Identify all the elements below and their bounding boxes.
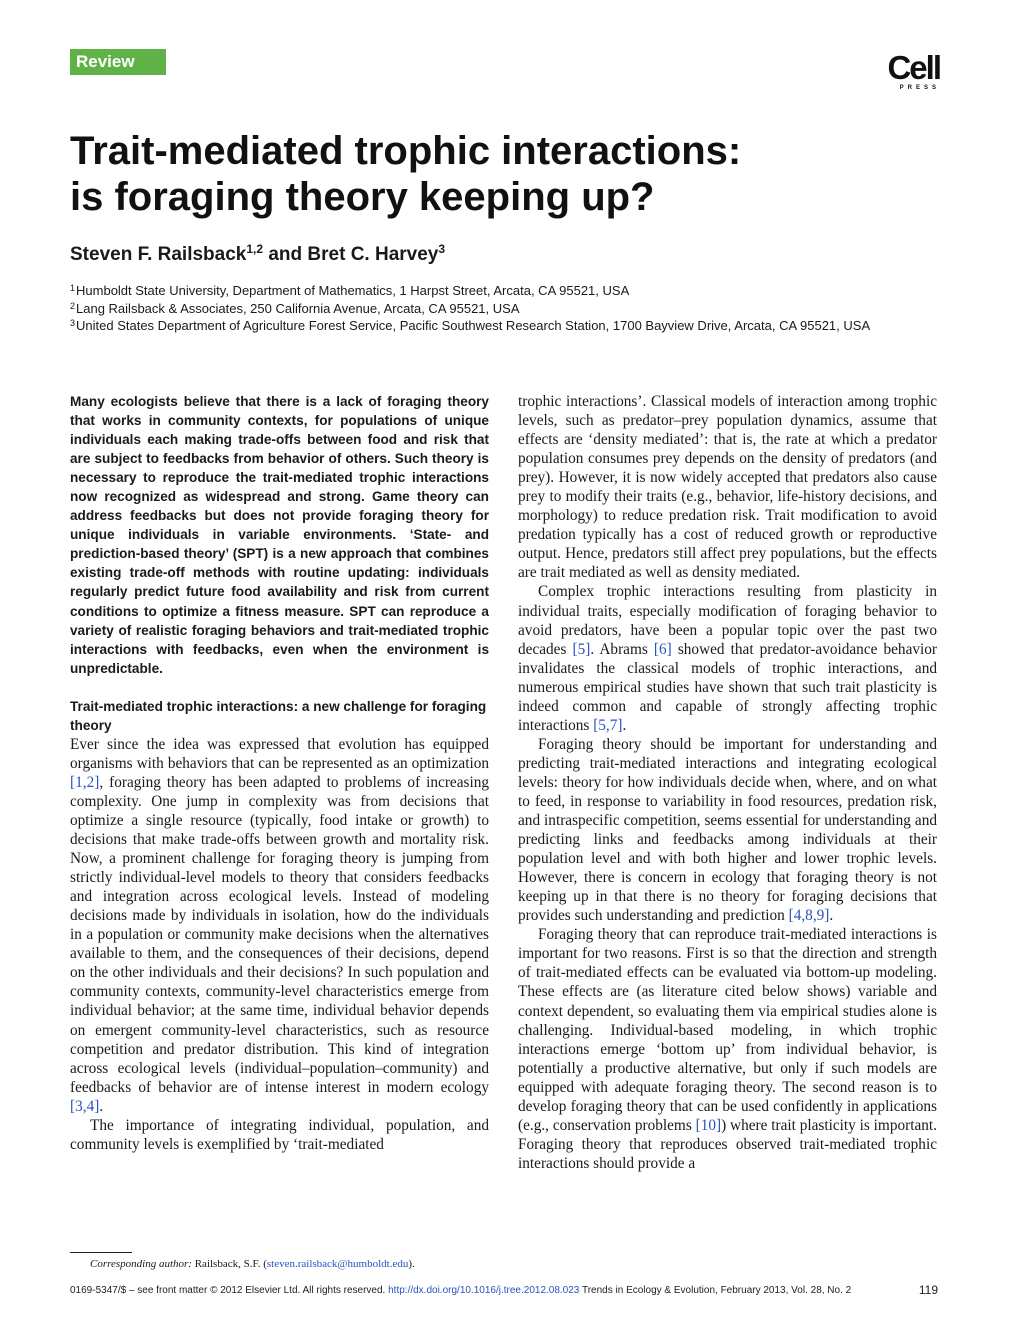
footnote-rule <box>70 1252 132 1253</box>
affiliation-number: 2 <box>70 300 76 311</box>
page-footer <box>70 1284 938 1298</box>
publisher-logo <box>878 49 940 91</box>
body-paragraph: Foraging theory should be important for understanding and predicting trait-mediated interactions and integrating ecological levels: theory for how individuals decide when, where, and on what to feed, in response to variability in food resources, predation risk, and intraspecific competition, seems essential for understanding and predicting links and feedbacks among individuals at their population level and with both higher and lower trophic levels. However, there is concern in ecology that foraging theory is not keeping up in that there is no theory for foraging decisions that provides such understanding and prediction [4,8,9]. <box>518 735 937 925</box>
affiliations <box>70 282 930 335</box>
affiliation <box>70 282 930 300</box>
citation-link[interactable]: [10] <box>695 1116 722 1134</box>
footnote-name: Railsback, S.F. <box>194 1258 261 1270</box>
author-conjunction: and <box>268 244 303 265</box>
title-line-2: is foraging theory keeping up? <box>70 175 655 219</box>
footer-journal: Trends in Ecology & Evolution, February 2013, Vol. 28, No. 2 <box>581 1285 852 1296</box>
publisher-logo-sub: PRESS <box>899 85 940 91</box>
author-line <box>70 244 445 266</box>
body-paragraph: The importance of integrating individual, population, and community levels is exemplified by ‘trait-mediated <box>70 1116 489 1153</box>
right-column <box>518 392 937 1173</box>
body-paragraph: trophic interactions’. Classical models of interaction among trophic levels, such as predator–prey population dynamics, assume that effects are ‘density mediated’: that is, the rate at which a predator population consumes prey depends on the density of predators (and prey). However, it is now widely accepted that predators also cause prey to modify their traits (e.g., behavior, life-history decisions, and morphology) to reduce predation risk. Trait modification to avoid predation typically has a cost of reduced growth or reproductive output. Hence, predators still affect prey populations, but the effects are trait mediated as well as density mediated. <box>518 393 937 582</box>
footer-issn: 0169-5347/$ – see front matter © 2012 Elsevier Ltd. All rights reserved. <box>70 1285 386 1296</box>
footnote-label: Corresponding author: <box>90 1258 192 1270</box>
abstract: Many ecologists believe that there is a lack of foraging theory that works in community contexts, for populations of unique individuals each making trade-offs between food and risk that are subject to feedbacks from behavior of others. Such theory is necessary to reproduce the trait-mediated trophic interactions now recognized as widespread and strong. Game theory can address feedbacks but does not provide foraging theory for unique individuals in variable environments. ‘State- and prediction-based theory’ (SPT) is a new approach that combines existing trade-off methods with routine updating: individuals regularly predict future food availability and risk from current conditions to optimize a fitness measure. SPT can reproduce a variety of realistic foraging behaviors and trait-mediated trophic interactions with feedbacks, even when the environment is unpredictable. <box>70 394 489 676</box>
section-heading: Trait-mediated trophic interactions: a new challenge for foraging theory <box>70 698 487 733</box>
body-paragraph: Complex trophic interactions resulting from plasticity in individual traits, especially modification of foraging behavior to avoid predators, have been a popular topic over the past two decades [5]. Abrams [6] showed that predator-avoidance behavior invalidates the classical models of trophic interactions, and numerous empirical studies have shown that such trait plasticity is indeed common and capable of strongly affecting trophic interactions [5,7]. <box>518 583 937 734</box>
author-2-affil: 3 <box>438 242 446 256</box>
citation-link[interactable]: [5] <box>572 640 591 658</box>
page-number: 119 <box>918 1283 938 1297</box>
citation-link[interactable]: [1,2] <box>70 773 100 791</box>
corresponding-author-note: Corresponding author: Railsback, S.F. (steven.railsback@humboldt.edu). <box>90 1258 415 1270</box>
publisher-logo-word: Cell <box>887 49 940 86</box>
affiliation <box>70 317 930 335</box>
author-1-affil: 1,2 <box>246 242 264 256</box>
affiliation-text: Humboldt State University, Department of Mathematics, 1 Harpst Street, Arcata, CA 95521, USA <box>76 283 630 298</box>
left-column <box>70 392 489 1154</box>
body-paragraph: Ever since the idea was expressed that evolution has equipped organisms with behaviors that can be represented as an optimization [1,2], foraging theory has been adapted to problems of increasing complexity. One jump in complexity was from decisions that optimize a single resource (typically, food intake or growth) to decisions that make trade-offs between growth and mortality risk. Now, a prominent challenge for foraging theory is jumping from strictly individual-level models to theory that considers feedbacks and integration across ecological levels. Instead of modeling decisions made by individuals in isolation, how do the individuals in a population or community make decisions when the alternatives available to them, and the consequences of their decisions, depend on the other individuals and their decisions? In such population and community contexts, community-level characteristics emerge from individual behavior; at the same time, individual behavior depends on emergent community-level characteristics, such as resource competition and predator distribution. This kind of integration across ecological levels (individual–population–community) and feedbacks of behavior are of intense interest in modern ecology [3,4]. <box>70 735 489 1115</box>
title-line-1: Trait-mediated trophic interactions: <box>70 129 742 173</box>
doi-link[interactable]: http://dx.doi.org/10.1016/j.tree.2012.08.023 <box>388 1285 580 1296</box>
affiliation-text: Lang Railsback & Associates, 250 California Avenue, Arcata, CA 95521, USA <box>76 300 520 316</box>
affiliation-text: United States Department of Agriculture Forest Service, Pacific Southwest Research Station, 1700 Bayview Drive, Arcata, CA 95521, USA <box>76 318 871 333</box>
article-title <box>70 128 930 220</box>
author-email-link[interactable]: steven.railsback@humboldt.edu <box>266 1258 409 1270</box>
affiliation-number: 3 <box>70 318 76 328</box>
citation-link[interactable]: [3,4] <box>70 1097 100 1115</box>
citation-link[interactable]: [4,8,9] <box>788 907 830 925</box>
affiliation <box>70 300 930 318</box>
author-1: Steven F. Railsback <box>70 244 247 265</box>
citation-link[interactable]: [6] <box>653 640 672 658</box>
affiliation-number: 1 <box>70 283 76 293</box>
section-badge: Review <box>70 49 166 75</box>
author-2: Bret C. Harvey <box>307 244 439 265</box>
body-paragraph: Foraging theory that can reproduce trait-mediated interactions is important for two reasons. First is so that the direction and strength of trait-mediated effects can be evaluated via bottom-up modeling. These effects are (as literature cited below shows) variable and context dependent, so evaluating them via empirical studies alone is challenging. Individual-based modeling, in which trophic interactions emerge ‘bottom up’ from individual behavior, is potentially a productive alternative, but only if such models are equipped with adequate foraging theory. The second reason is to develop foraging theory that can be used confidently in applications (e.g., conservation problems [10]) where trait plasticity is important. Foraging theory that reproduces observed trait-mediated trophic interactions should provide a <box>518 926 937 1172</box>
citation-link[interactable]: [5,7] <box>593 716 623 734</box>
